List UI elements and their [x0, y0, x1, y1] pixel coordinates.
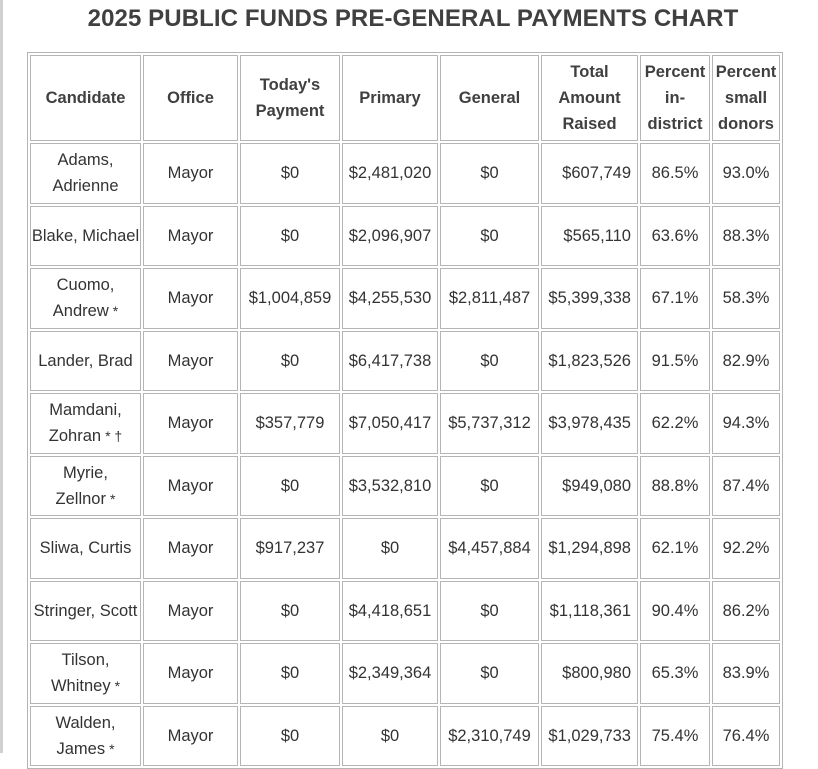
cell-pct-small-donors: 87.4% [712, 456, 780, 517]
page-edge [0, 0, 3, 753]
cell-office: Mayor [143, 643, 238, 704]
cell-primary: $6,417,738 [342, 331, 438, 392]
cell-office: Mayor [143, 706, 238, 767]
table-row [30, 581, 780, 642]
cell-office: Mayor [143, 393, 238, 454]
cell-general: $0 [440, 331, 539, 392]
cell-candidate [30, 518, 141, 579]
cell-pct-in-district: 88.8% [640, 456, 710, 517]
cell-primary: $7,050,417 [342, 393, 438, 454]
cell-general: $2,811,487 [440, 268, 539, 329]
cell-todays-payment: $0 [240, 643, 340, 704]
header-primary: Primary [342, 55, 438, 141]
cell-todays-payment: $0 [240, 206, 340, 267]
cell-todays-payment: $357,779 [240, 393, 340, 454]
table-row [30, 456, 780, 517]
cell-pct-in-district: 65.3% [640, 643, 710, 704]
cell-pct-in-district: 62.1% [640, 518, 710, 579]
cell-todays-payment: $917,237 [240, 518, 340, 579]
candidate-name: Tilson, Whitney [50, 651, 111, 696]
payments-table [28, 53, 782, 768]
candidate-name: Adams, Adrienne [52, 151, 119, 196]
cell-general: $0 [440, 581, 539, 642]
cell-office: Mayor [143, 206, 238, 267]
cell-office: Mayor [143, 581, 238, 642]
candidate-footnote-marks: * [114, 678, 121, 695]
cell-primary: $4,255,530 [342, 268, 438, 329]
cell-pct-in-district: 67.1% [640, 268, 710, 329]
cell-candidate [30, 581, 141, 642]
candidate-footnote-marks: * [109, 740, 115, 757]
cell-pct-small-donors: 58.3% [712, 268, 780, 329]
cell-total-raised: $1,029,733 [541, 706, 638, 767]
cell-general: $0 [440, 456, 539, 517]
candidate-name: Lander, Brad [38, 351, 133, 370]
candidate-name: Sliwa, Curtis [39, 539, 132, 558]
cell-pct-small-donors: 88.3% [712, 206, 780, 267]
cell-total-raised: $607,749 [541, 143, 638, 204]
header-pct-in-district: Percent in-district [640, 55, 710, 141]
table-row [30, 393, 780, 454]
cell-office: Mayor [143, 268, 238, 329]
cell-todays-payment: $0 [240, 456, 340, 517]
cell-candidate [30, 331, 141, 392]
table-row [30, 643, 780, 704]
cell-total-raised: $1,294,898 [541, 518, 638, 579]
cell-pct-small-donors: 94.3% [712, 393, 780, 454]
cell-primary: $3,532,810 [342, 456, 438, 517]
cell-primary: $4,418,651 [342, 581, 438, 642]
header-total-raised: Total Amount Raised [541, 55, 638, 141]
cell-pct-in-district: 75.4% [640, 706, 710, 767]
cell-total-raised: $3,978,435 [541, 393, 638, 454]
cell-pct-small-donors: 83.9% [712, 643, 780, 704]
header-pct-small-donors: Percent small donors [712, 55, 780, 141]
cell-general: $5,737,312 [440, 393, 539, 454]
cell-total-raised: $1,823,526 [541, 331, 638, 392]
cell-candidate [30, 143, 141, 204]
cell-pct-small-donors: 93.0% [712, 143, 780, 204]
cell-office: Mayor [143, 143, 238, 204]
candidate-name: Myrie, Zellnor [55, 463, 108, 508]
candidate-name: Stringer, Scott [33, 601, 138, 620]
table-header-row [30, 55, 780, 141]
cell-todays-payment: $0 [240, 331, 340, 392]
cell-todays-payment: $1,004,859 [240, 268, 340, 329]
cell-pct-in-district: 62.2% [640, 393, 710, 454]
cell-candidate [30, 456, 141, 517]
cell-total-raised: $800,980 [541, 643, 638, 704]
cell-general: $0 [440, 206, 539, 267]
candidate-name: Cuomo, Andrew [52, 276, 115, 321]
table-row [30, 143, 780, 204]
page-title: 2025 PUBLIC FUNDS PRE-GENERAL PAYMENTS CHART [87, 5, 739, 32]
cell-primary: $2,349,364 [342, 643, 438, 704]
cell-pct-in-district: 86.5% [640, 143, 710, 204]
candidate-name: Walden, James [55, 713, 116, 758]
cell-general: $0 [440, 643, 539, 704]
cell-candidate [30, 206, 141, 267]
header-todays-payment: Today's Payment [240, 55, 340, 141]
cell-pct-in-district: 63.6% [640, 206, 710, 267]
payments-table-frame [27, 52, 783, 769]
cell-office: Mayor [143, 456, 238, 517]
candidate-footnote-marks: * [109, 490, 116, 507]
cell-candidate [30, 393, 141, 454]
cell-total-raised: $949,080 [541, 456, 638, 517]
cell-total-raised: $5,399,338 [541, 268, 638, 329]
cell-office: Mayor [143, 518, 238, 579]
cell-candidate [30, 268, 141, 329]
cell-primary: $0 [342, 706, 438, 767]
cell-total-raised: $565,110 [541, 206, 638, 267]
table-row [30, 268, 780, 329]
table-row [30, 331, 780, 392]
cell-todays-payment: $0 [240, 706, 340, 767]
cell-todays-payment: $0 [240, 143, 340, 204]
cell-pct-small-donors: 82.9% [712, 331, 780, 392]
table-row [30, 706, 780, 767]
cell-primary: $2,481,020 [342, 143, 438, 204]
candidate-footnote-marks: * † [105, 428, 123, 445]
cell-general: $2,310,749 [440, 706, 539, 767]
header-candidate: Candidate [30, 55, 141, 141]
header-general: General [440, 55, 539, 141]
cell-general: $0 [440, 143, 539, 204]
cell-pct-small-donors: 86.2% [712, 581, 780, 642]
cell-pct-in-district: 91.5% [640, 331, 710, 392]
cell-primary: $0 [342, 518, 438, 579]
table-row [30, 518, 780, 579]
candidate-footnote-marks: * [112, 303, 119, 320]
cell-general: $4,457,884 [440, 518, 539, 579]
cell-office: Mayor [143, 331, 238, 392]
cell-total-raised: $1,118,361 [541, 581, 638, 642]
cell-candidate [30, 706, 141, 767]
header-office: Office [143, 55, 238, 141]
cell-pct-in-district: 90.4% [640, 581, 710, 642]
candidate-name: Blake, Michael [31, 226, 140, 245]
candidate-name: Mamdani, Zohran [48, 401, 122, 446]
cell-pct-small-donors: 92.2% [712, 518, 780, 579]
table-row [30, 206, 780, 267]
cell-pct-small-donors: 76.4% [712, 706, 780, 767]
cell-todays-payment: $0 [240, 581, 340, 642]
cell-candidate [30, 643, 141, 704]
cell-primary: $2,096,907 [342, 206, 438, 267]
